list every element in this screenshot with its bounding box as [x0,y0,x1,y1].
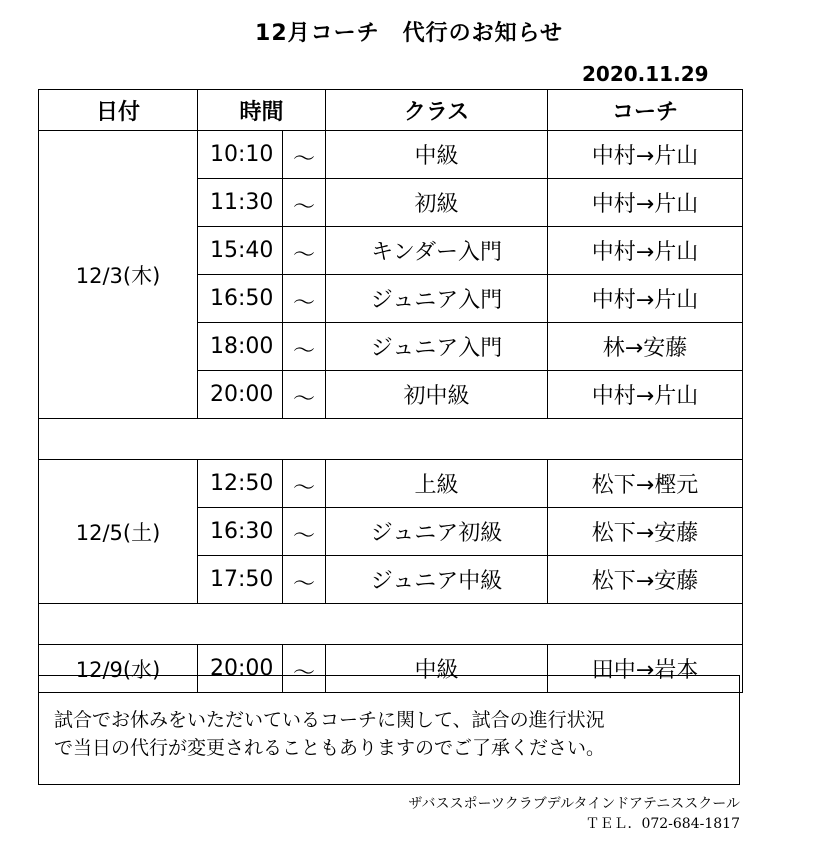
coach-cell: 中村→片山 [548,131,743,179]
time-cell: 16:30 [198,508,283,556]
tilde-cell: ～ [283,508,326,556]
spacer-row [39,419,743,460]
table-row [39,131,743,179]
header-time: 時間 [198,90,326,131]
time-cell: 15:40 [198,227,283,275]
tilde-cell: ～ [283,227,326,275]
time-cell: 11:30 [198,179,283,227]
notice-line-1: 試合でお休みをいただいているコーチに関して、試合の進行状況 [54,709,605,731]
tilde-cell: ～ [283,179,326,227]
spacer-cell [39,604,743,645]
spacer-cell [39,419,743,460]
class-cell: 中級 [326,645,548,693]
header-coach: コーチ [548,90,743,131]
footer [408,794,740,834]
table-row [39,460,743,508]
notice-date: 2020.11.29 [582,62,709,86]
tilde-cell: ～ [283,323,326,371]
coach-cell: 松下→樫元 [548,460,743,508]
tilde-cell: ～ [283,131,326,179]
tilde-cell: ～ [283,556,326,604]
class-cell: 中級 [326,131,548,179]
class-cell: ジュニア中級 [326,556,548,604]
header-row [39,90,743,131]
coach-cell: 田中→岩本 [548,645,743,693]
class-cell: ジュニア入門 [326,323,548,371]
class-cell: 上級 [326,460,548,508]
time-cell: 18:00 [198,323,283,371]
schedule-table [38,89,743,693]
day-cell: 12/9(水) [39,645,198,693]
tilde-cell: ～ [283,460,326,508]
coach-cell: 中村→片山 [548,227,743,275]
time-cell: 20:00 [198,371,283,419]
class-cell: 初中級 [326,371,548,419]
notice-line-2: で当日の代行が変更されることもありますのでご了承ください。 [54,737,606,759]
time-cell: 17:50 [198,556,283,604]
time-cell: 10:10 [198,131,283,179]
tilde-cell: ～ [283,645,326,693]
page-title: 12月コーチ 代行のお知らせ [255,21,563,46]
time-cell: 12:50 [198,460,283,508]
coach-cell: 中村→片山 [548,179,743,227]
time-cell: 16:50 [198,275,283,323]
phone-number: ＴＥＬ．072-684-1817 [585,816,740,832]
coach-cell: 中村→片山 [548,371,743,419]
class-cell: キンダー入門 [326,227,548,275]
tilde-cell: ～ [283,371,326,419]
spacer-row [39,604,743,645]
day-cell: 12/3(木) [39,131,198,419]
class-cell: ジュニア入門 [326,275,548,323]
day-cell: 12/5(土) [39,460,198,604]
tilde-cell: ～ [283,275,326,323]
header-day: 日付 [39,90,198,131]
school-name: ザバススポーツクラブデルタインドアテニススクール [408,796,740,812]
notice-text [54,706,605,762]
coach-cell: 松下→安藤 [548,556,743,604]
class-cell: 初級 [326,179,548,227]
time-cell: 20:00 [198,645,283,693]
coach-cell: 林→安藤 [548,323,743,371]
coach-cell: 松下→安藤 [548,508,743,556]
coach-cell: 中村→片山 [548,275,743,323]
notice-box [38,675,740,785]
header-class: クラス [326,90,548,131]
class-cell: ジュニア初級 [326,508,548,556]
